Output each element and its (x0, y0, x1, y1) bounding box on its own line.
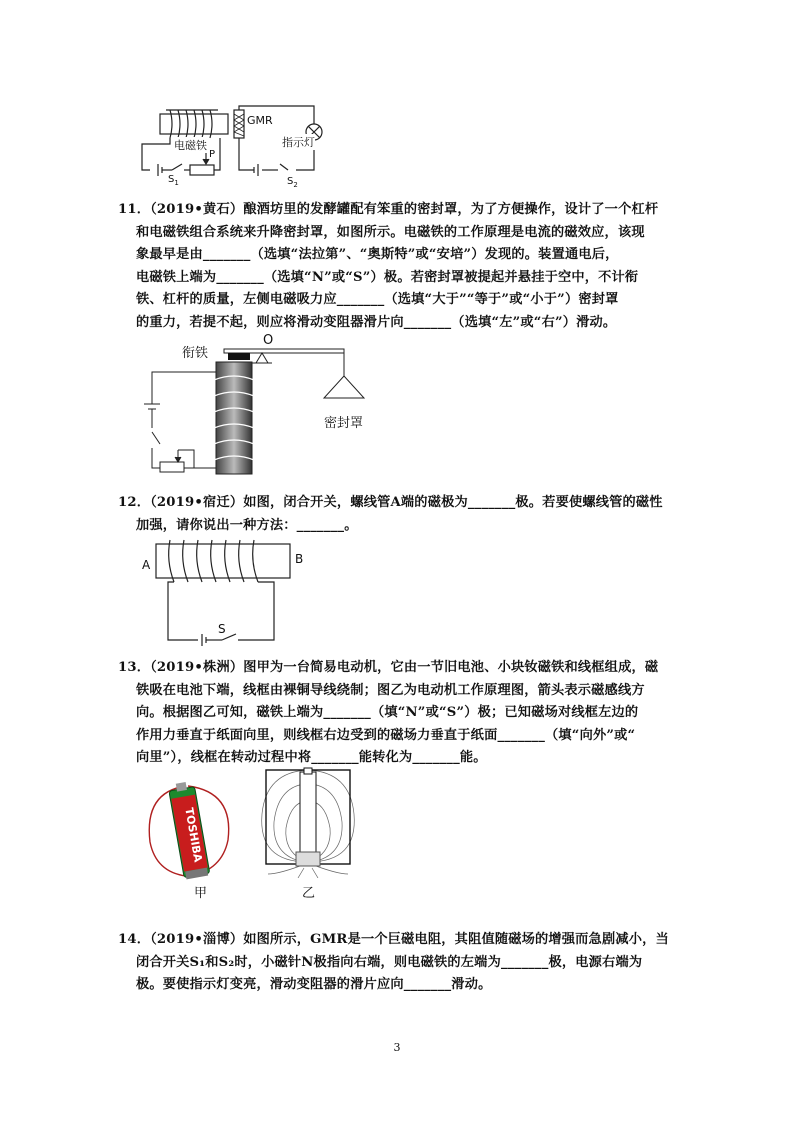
question-13-line: 13．（2019•株洲）图甲为一台简易电动机，它由一节旧电池、小块钕磁铁和线框组成，磁 (118, 660, 659, 675)
label-yi: 乙 (302, 886, 316, 901)
question-13-line: 向。根据图乙可知，磁铁上端为_______（填“N”或“S”）极；已知磁场对线框左边的 (136, 705, 639, 720)
question-11-line: 象最早是由_______（选填“法拉第”、“奥斯特”或“安培”）发现的。装置通电后， (136, 247, 619, 262)
question-12-line: 加强，请你说出一种方法：_______。 (136, 517, 358, 533)
motor-figure-yi (258, 766, 358, 900)
lever-electromagnet-figure (138, 333, 378, 478)
question-11-line: 11．（2019•黄石）酿酒坊里的发酵罐配有笨重的密封罩，为了方便操作，设计了一个杠杆 (118, 202, 659, 217)
question-14-line: 极。要使指示灯变亮，滑动变阻器的滑片应向_______滑动。 (136, 977, 492, 992)
lever-electromagnet-diagram (138, 336, 378, 478)
solenoid-diagram (140, 538, 320, 648)
gmr-label: GMR (247, 114, 273, 127)
question-13 (118, 657, 678, 770)
gmr-circuit-diagram (130, 104, 360, 196)
question-14-line: 闭合开关S₁和S₂时，小磁针N极指向右端，则电磁铁的左端为_______极，电源右端为 (136, 954, 643, 970)
label-jia: 甲 (194, 886, 208, 901)
switch-s2-label: $S_2$ (287, 176, 298, 189)
indicator-lamp-label: 指示灯 (282, 136, 315, 149)
field-lines-diagram (258, 766, 358, 878)
question-13-line: 向里”），线框在转动过程中将_______能转化为_______能。 (136, 750, 487, 765)
slider-p-label: P (209, 149, 216, 160)
question-11-line: 的重力，若提不起，则应将滑动变阻器滑片向_______（选填“左”或“右”）滑动。 (136, 314, 617, 330)
switch-s1-label: $S_1$ (168, 174, 179, 187)
question-11 (118, 199, 678, 334)
question-14 (118, 929, 678, 997)
question-13-line: 铁吸在电池下端，线框由裸铜导线绕制；图乙为电动机工作原理图，箭头表示磁感线方 (136, 682, 645, 698)
question-11-line: 铁、杠杆的质量，左侧电磁吸力应_______（选填“大于”“等于”或“小于”）密封罩 (136, 292, 619, 307)
switch-s-label: S (218, 622, 226, 636)
solenoid-figure (140, 538, 320, 648)
question-11-line: 和电磁铁组合系统来升降密封罩，如图所示。电磁铁的工作原理是电流的磁效应，该现 (136, 224, 645, 240)
pivot-o-label: O (263, 333, 274, 348)
question-12-line: 12．（2019•宿迁）如图，闭合开关，螺线管A端的磁极为_______极。若要使螺线管的磁性 (118, 495, 663, 510)
electromagnet-label: 电磁铁 (174, 139, 207, 152)
gmr-circuit-figure (130, 104, 360, 196)
page-number: 3 (393, 1041, 401, 1054)
question-11-line: 电磁铁上端为_______（选填“N”或“S”）极。若密封罩被提起并悬挂于空中，不计衔 (136, 269, 639, 285)
question-14-line: 14．（2019•淄博）如图所示，GMR是一个巨磁电阻，其阻值随磁场的增强而急剧减小，当 (118, 932, 669, 947)
end-b-label: B (295, 552, 304, 566)
sealing-cover-label: 密封罩 (324, 416, 364, 431)
motor-figure-jia (140, 772, 240, 900)
battery-motor-image (140, 772, 240, 882)
battery-brand-text: TOSHIBA (182, 806, 205, 864)
question-13-line: 作用力垂直于纸面向里，则线框右边受到的磁场力垂直于纸面_______（填“向外”或“ (136, 727, 636, 743)
end-a-label: A (142, 558, 151, 572)
question-12 (118, 492, 678, 537)
armature-label: 衔铁 (182, 346, 209, 361)
